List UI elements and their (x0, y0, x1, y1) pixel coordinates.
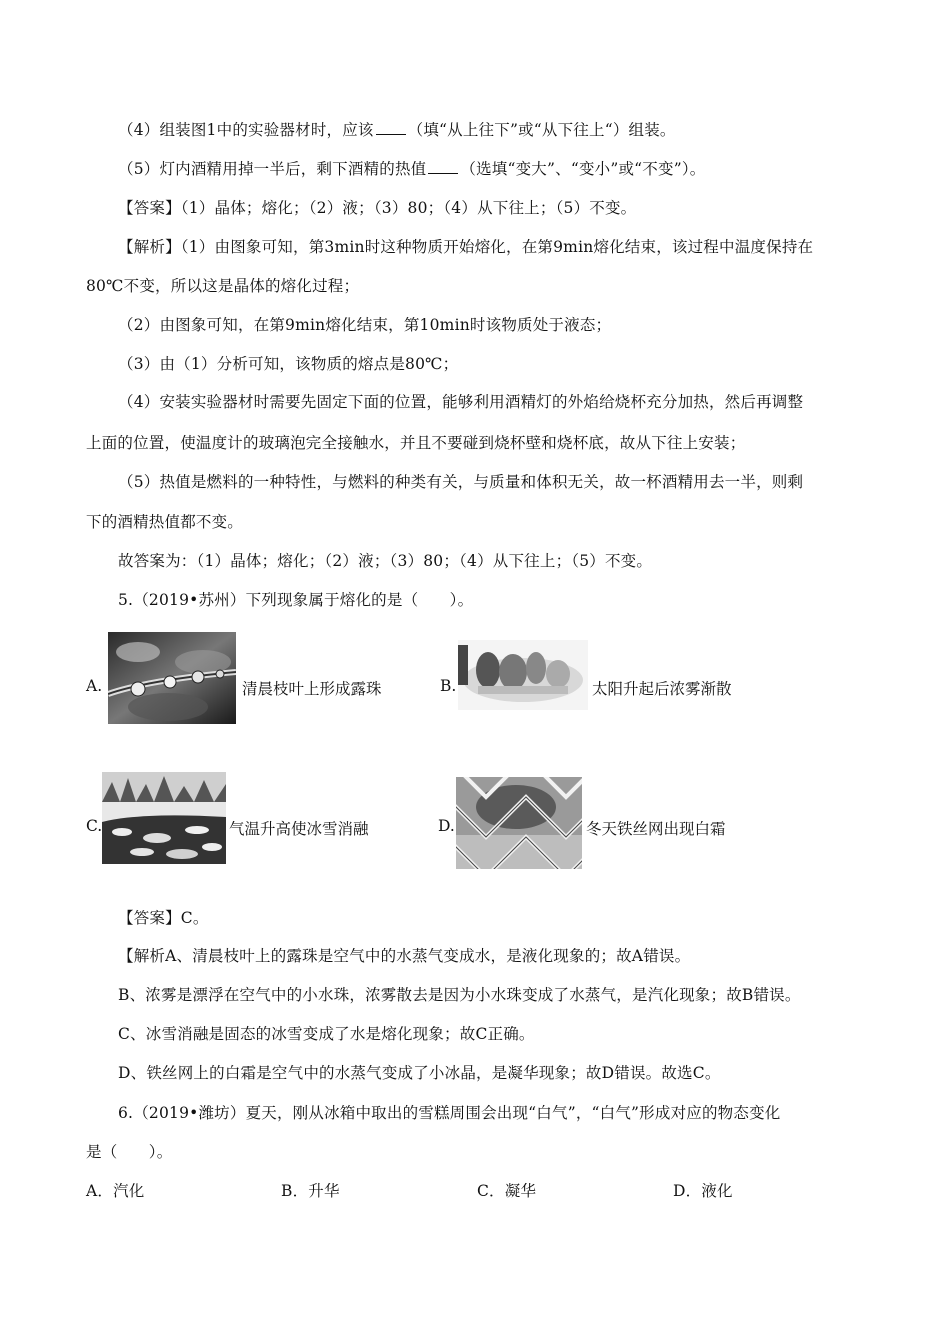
q6-option-b[interactable]: B．升华 (281, 1182, 340, 1200)
q5-analysis-line: C、冰雪消融是固态的冰雪变成了水是熔化现象；故C正确。 (118, 1025, 535, 1043)
q6-option-c[interactable]: C．凝华 (477, 1182, 537, 1200)
frost-on-wire-mesh-image (456, 777, 582, 869)
option-b-letter: B. (440, 677, 457, 695)
q5-stem: 5.（2019•苏州）下列现象属于熔化的是（ ）。 (118, 591, 474, 609)
q4-analysis-line: 【解析】（1）由图象可知，第3min时这种物质开始熔化，在第9min熔化结束，该过程中温度保持在 (118, 238, 814, 256)
option-d-text: 冬天铁丝网出现白霜 (586, 820, 726, 838)
option-a-text: 清晨枝叶上形成露珠 (242, 680, 382, 698)
q4-answer: 【答案】（1）晶体；熔化；（2）液；（3）80；（4）从下往上；（5）不变。 (118, 199, 637, 217)
option-c-letter: C. (86, 817, 103, 835)
q6-stem: 6.（2019•潍坊）夏天，刚从冰箱中取出的雪糕周围会出现“白气”，“白气”形成对应的物态变化 (118, 1104, 781, 1122)
option-a-letter: A. (86, 677, 103, 695)
q4-part4: （4）组装图1中的实验器材时，应该 （填“从上往下”或“从下往上“）组装。 (118, 121, 676, 139)
q4-analysis-line: （3）由（1）分析可知，该物质的熔点是80℃； (118, 355, 459, 373)
answer-blank[interactable] (428, 159, 458, 174)
q4-part5: （5）灯内酒精用掉一半后，剩下酒精的热值 （选填“变大”、“变小”或“不变”）。 (118, 160, 706, 178)
fog-clearing-image (458, 640, 588, 710)
q4-analysis-line: （5）热值是燃料的一种特性，与燃料的种类有关，与质量和体积无关，故一杯酒精用去一半，则剩 (118, 473, 804, 491)
q6-option-d[interactable]: D．液化 (673, 1182, 733, 1200)
q4-analysis-line: （2）由图象可知，在第9min熔化结束，第10min时该物质处于液态； (118, 316, 612, 334)
q5-analysis-line: D、铁丝网上的白霜是空气中的水蒸气变成了小冰晶，是凝华现象；故D错误。故选C。 (118, 1064, 721, 1082)
option-c-text: 气温升高使冰雪消融 (229, 820, 369, 838)
q5-analysis-line: B、浓雾是漂浮在空气中的小水珠，浓雾散去是因为小水珠变成了水蒸气，是汽化现象；故B错误。 (118, 986, 801, 1004)
q4-analysis-line: 上面的位置，使温度计的玻璃泡完全接触水，并且不要碰到烧杯壁和烧杯底，故从下往上安装； (86, 434, 746, 452)
q4-analysis-line: 80℃不变，所以这是晶体的熔化过程； (86, 277, 360, 295)
option-d-letter: D. (438, 817, 455, 835)
option-b-text: 太阳升起后浓雾渐散 (592, 680, 732, 698)
q4-analysis-line: 下的酒精热值都不变。 (86, 513, 244, 531)
answer-blank[interactable] (376, 120, 406, 135)
q4-analysis-line: （4）安装实验器材时需要先固定下面的位置，能够利用酒精灯的外焰给烧杯充分加热，然后再调整 (118, 393, 804, 411)
q6-option-a[interactable]: A．汽化 (86, 1182, 145, 1200)
q5-answer: 【答案】C。 (118, 909, 209, 927)
q5-analysis-line: 【解析A、清晨枝叶上的露珠是空气中的水蒸气变成水，是液化现象的；故A错误。 (118, 947, 691, 965)
melting-snow-image (102, 772, 226, 864)
q6-stem-cont: 是（ ）。 (86, 1143, 173, 1161)
dew-on-branch-image (108, 632, 236, 724)
q4-final-answer: 故答案为：（1）晶体；熔化；（2）液；（3）80；（4）从下往上；（5）不变。 (118, 552, 653, 570)
